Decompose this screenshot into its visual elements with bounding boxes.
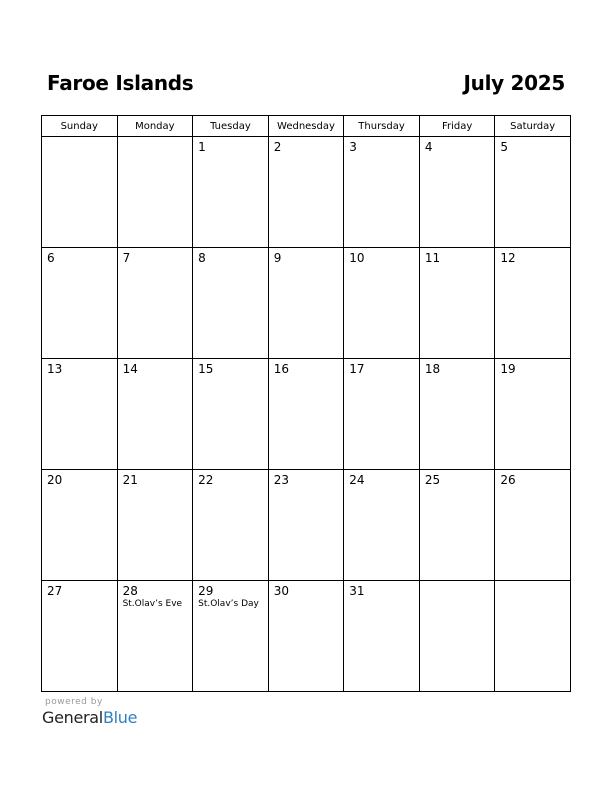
day-number: 15 <box>198 362 214 376</box>
week-row <box>42 248 571 359</box>
day-cell <box>344 581 420 692</box>
day-number: 11 <box>424 251 441 265</box>
day-number: 24 <box>349 473 365 487</box>
day-cell <box>193 137 269 248</box>
day-number: 14 <box>122 362 138 376</box>
day-cell <box>268 137 344 248</box>
weekday-header: Monday <box>117 116 193 137</box>
logo-blue-text: Blue <box>102 708 138 727</box>
day-number: 29 <box>198 584 214 598</box>
day-cell <box>117 359 193 470</box>
day-number: 7 <box>122 251 131 265</box>
month-year-title: July 2025 <box>463 71 565 95</box>
day-number: 8 <box>198 251 206 265</box>
day-cell <box>268 248 344 359</box>
day-cell <box>419 248 495 359</box>
day-cell <box>193 470 269 581</box>
day-cell <box>419 359 495 470</box>
day-number: 26 <box>500 473 516 487</box>
week-row <box>42 359 571 470</box>
day-cell <box>268 581 344 692</box>
day-cell <box>495 470 571 581</box>
day-cell <box>117 470 193 581</box>
weekday-header-row <box>42 116 571 137</box>
day-number: 9 <box>273 251 282 265</box>
week-row <box>42 137 571 248</box>
day-number: 31 <box>349 584 365 598</box>
day-number: 6 <box>47 251 55 265</box>
day-cell <box>495 359 571 470</box>
country-title: Faroe Islands <box>47 71 194 95</box>
week-row <box>42 470 571 581</box>
day-number: 23 <box>273 473 289 487</box>
day-cell <box>344 137 420 248</box>
day-number: 3 <box>349 140 357 154</box>
generalblue-logo <box>42 708 137 727</box>
logo-general-text: General <box>42 708 103 727</box>
day-cell <box>117 581 193 692</box>
day-number: 22 <box>198 473 214 487</box>
day-cell <box>495 137 571 248</box>
day-number: 25 <box>424 473 441 487</box>
day-number: 20 <box>47 473 63 487</box>
holiday-label: St.Olav’s Eve <box>122 599 183 609</box>
day-cell <box>344 470 420 581</box>
day-cell <box>117 137 193 248</box>
day-cell <box>344 248 420 359</box>
day-cell <box>419 137 495 248</box>
day-number: 27 <box>47 584 63 598</box>
day-cell <box>42 248 118 359</box>
day-number: 18 <box>424 362 441 376</box>
calendar-grid <box>41 115 571 692</box>
day-number: 2 <box>273 140 282 154</box>
day-number: 17 <box>349 362 365 376</box>
weekday-header: Sunday <box>42 116 118 137</box>
day-number: 19 <box>500 362 516 376</box>
day-number: 28 <box>122 584 138 598</box>
holiday-label: St.Olav’s Day <box>198 599 259 609</box>
day-cell <box>193 359 269 470</box>
weekday-header: Saturday <box>495 116 571 137</box>
day-cell <box>268 470 344 581</box>
day-number: 4 <box>424 140 433 154</box>
weekday-header: Tuesday <box>193 116 269 137</box>
day-cell <box>344 359 420 470</box>
day-cell <box>268 359 344 470</box>
day-number: 16 <box>273 362 289 376</box>
day-number: 1 <box>198 140 206 154</box>
day-number: 5 <box>500 140 509 154</box>
day-cell <box>495 248 571 359</box>
day-cell <box>42 137 118 248</box>
day-number: 30 <box>273 584 289 598</box>
day-number: 12 <box>500 251 516 265</box>
day-cell <box>419 581 495 692</box>
week-row <box>42 581 571 692</box>
day-cell <box>42 470 118 581</box>
weekday-header: Friday <box>419 116 495 137</box>
day-cell <box>42 359 118 470</box>
day-cell <box>117 248 193 359</box>
powered-by-label: powered by <box>45 697 103 707</box>
day-cell <box>193 248 269 359</box>
day-cell <box>193 581 269 692</box>
day-cell <box>495 581 571 692</box>
day-number: 10 <box>349 251 365 265</box>
weekday-header: Wednesday <box>268 116 344 137</box>
day-cell <box>419 470 495 581</box>
day-number: 13 <box>47 362 63 376</box>
weekday-header: Thursday <box>344 116 420 137</box>
day-number: 21 <box>122 473 138 487</box>
day-cell <box>42 581 118 692</box>
